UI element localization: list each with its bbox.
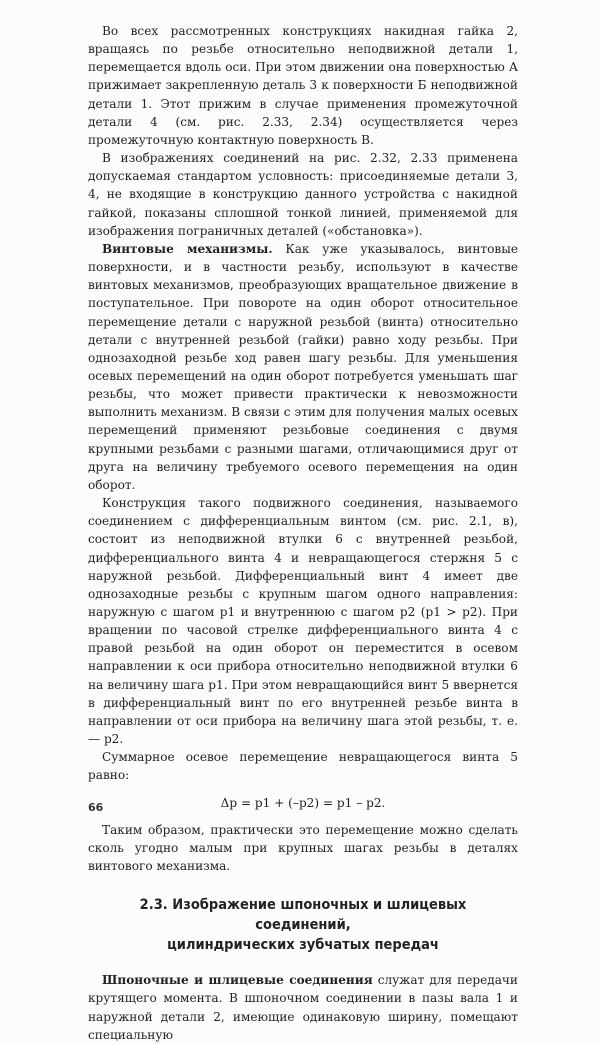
paragraph-nut-clamping: Во всех рассмотренных конструкциях накидная гайка 2, вращаясь по резьбе относительно неподвижной детали 1, перемещается вдоль оси. При этом движении она поверхностью А прижимает закрепленную деталь 3 к поверхности Б неподвижной детали 1. Этот прижим в случае применения промежуточной детали 4 (см. рис. 2.33, 2.34) осуществляется через промежуточную контактную поверхность В. (88, 24, 518, 147)
key-connections-text: служат для передачи крутящего момента. В шпоночном соединении в пазы вала 1 и наружной детали 2, имеющие одинаковую ширину, помещают специальную (88, 973, 518, 1042)
screw-mechanisms-text: Как уже указывалось, винтовые поверхности, и в частности резьбу, используют в качестве винтовых механизмов, преобразующих вращательное движение в поступательное. При повороте на один оборот относительное перемещение детали с наружной резьбой (винта) относительно детали с внутренней резьбой (гайки) равно ходу резьбы. При однозаходной резьбе ход равен шагу резьбы. Для уменьшения осевых перемещений на один оборот потребуется уменьшать шаг резьбы, что может привести практически к невозможности выполнить механизм. В связи с этим для получения малых осевых перемещений применяют резьбовые соединения с двумя крупными резьбами с разными шагами, отличающимися друг от друга на величину требуемого осевого перемещения на один оборот. (88, 241, 518, 492)
displacement-formula: Δp = p1 + (–p2) = p1 – p2. (220, 795, 386, 810)
section-heading-line2: цилиндрических зубчатых передач (167, 937, 439, 954)
paragraph-differential-screw: Конструкция такого подвижного соединения, называемого соединением с дифференциальным винтом (см. рис. 2.1, в), состоит из неподвижной втулки 6 с внутренней резьбой, дифференциального винта 4 и невращающегося стержня 5 с наружной резьбой. Дифференциальный винт 4 имеет две однозаходные резьбы с крупным шагом одного направления: наружную с шагом p1 и внутреннюю с шагом p2 (p1 > p2). При вращении по часовой стрелке дифференциального винта 4 с правой резьбой на один оборот он переместится в осевом направлении к оси прибора относительно неподвижной втулки 6 на величину шага p1. При этом невращающийся винт 5 ввернется в дифференциальный винт по его внутренней резьбе винта в направлении от оси прибора на величину шага этой резьбы, т. е. — p2. (88, 496, 518, 747)
paragraph-sum-intro: Суммарное осевое перемещение невращающегося винта 5 равно: (88, 750, 518, 783)
section-heading-line1: 2.3. Изображение шпоночных и шлицевых соединений, (139, 897, 467, 934)
paragraph-conclusion: Таким образом, практически это перемещение можно сделать сколь угодно малым при крупных шагах резьбы в деталях винтового механизма. (88, 822, 518, 874)
section-heading (105, 895, 501, 955)
page-number: 66 (88, 801, 104, 814)
key-connections-title: Шпоночные и шлицевые соединения (102, 973, 373, 988)
page-body (88, 22, 518, 1044)
paragraph-key-connections (88, 971, 518, 1044)
screw-mechanisms-title: Винтовые механизмы. (102, 241, 273, 256)
paragraph-drawing-convention: В изображениях соединений на рис. 2.32, 2.33 применена допускаемая стандартом условность: присоединяемые детали 3, 4, не входящие в конструкцию данного устройства с накидной гайкой, показаны сплошной тонкой линией, применяемой для изображения пограничных деталей («обстановка»). (88, 151, 518, 238)
paragraph-screw-mechanisms (88, 240, 518, 494)
